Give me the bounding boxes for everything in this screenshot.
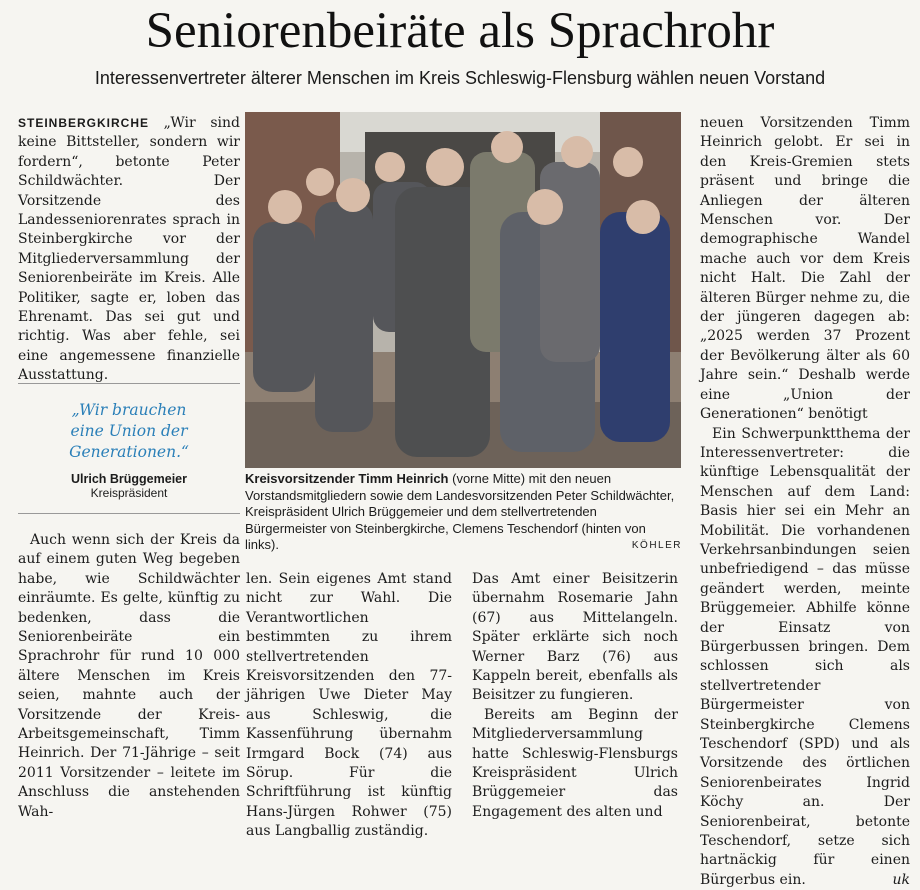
paragraph: Bereits am Beginn der Mitgliederversammlung hatte Schleswig-Flensburgs Kreispräsident Ulrich Brüggemeier das Engagement des alten und	[472, 706, 678, 822]
subheadline: Interessenvertreter älterer Menschen im Kreis Schleswig-Flensburg wählen neuen Vorstand	[0, 66, 920, 90]
paragraph-text: Ein Schwerpunktthema der Interessenvertreter: die künftige Lebensqualität der Menschen auf dem Land: Basis hier sei ein Mehr an Mobilität. Die vorhandenen Verkehrsanbindungen seien unbefriedigend – das müsse geändert werden, meinte Brüggemeier. Abhilfe könne der Einsatz von Bürgerbussen bringen. Dem schlossen sich als stellvertretender Bürgermeister von Steinbergkirche Clemens Teschendorf (SPD) und als Vorsitzende des örtlichen Seniorenbeirates Ingrid Köchy an. Der Seniorenbeirat, betonte Teschendorf, setze sich hartnäckig für einen Bürgerbus ein.	[700, 426, 910, 888]
lead-paragraph: „Wir sind keine Bittsteller, sondern wir fordern“, betonte Peter Schildwächter. Der Vorsitzende des Landesseniorenrates sprach in Steinbergkirche vor der Mitgliederversammlung der Seniorenbeiräte im Kreis. Alle Politiker, sagte er, loben das Ehrenamt. Das sei gut und richtig. Was aber fehle, sei eine angemessene finanzielle Ausstattung.	[18, 115, 240, 383]
author-initials: uk	[881, 871, 911, 890]
caption-lead: Kreisvorsitzender Timm Heinrich	[245, 471, 449, 486]
paragraph: len. Sein eigenes Amt stand nicht zur Wahl. Die Verantwortlichen bestimmten zu ihrem stellvertretenden Kreisvorsitzenden den 77-jährigen Uwe Dieter May aus Schleswig, die Kassenführung übernahm Irmgard Bock (74) aus Sörup. Für die Schriftführung ist künftig Hans-Jürgen Rohwer (75) aus Langballig zuständig.	[246, 570, 452, 842]
headline: Seniorenbeiräte als Sprachrohr	[0, 2, 920, 60]
paragraph: neuen Vorsitzenden Timm Heinrich gelobt. Er sei in den Kreis-Gremien stets präsent und bringe die Anliegen der älteren Menschen vor. Der demographische Wandel mache auch vor dem Kreis nicht Halt. Die Zahl der älteren Bürger nehme zu, die der jüngeren dagegen ab: „2025 werden 37 Prozent der Bevölkerung älter als 60 Jahre sein.“ Deshalb werde eine „Union der Generationen“ benötigt	[700, 114, 910, 425]
column-2	[246, 570, 452, 842]
caption-text: (vorne Mitte) mit den neuen Vorstandsmitgliedern sowie dem Landesvorsitzenden Peter Schildwächter, Kreispräsident Ulrich Brüggemeier und dem stellvertretenden Bürgermeister von Steinbergkirche, Clemens Teschendorf (hinten von links).	[245, 471, 674, 552]
group-photo-image	[245, 112, 681, 468]
column-1-body	[18, 531, 240, 822]
column-1-lead	[18, 114, 240, 386]
pull-quote	[18, 400, 240, 500]
paragraph	[700, 425, 910, 890]
column-3	[472, 570, 678, 822]
group-photo	[245, 112, 681, 468]
photo-caption	[245, 471, 681, 554]
paragraph: Das Amt einer Beisitzerin übernahm Rosemarie Jahn (67) aus Mittelangeln. Später erklärte sich noch Werner Barz (76) aus Kappeln bereit, ebenfalls als Beisitzer zu fungieren.	[472, 570, 678, 706]
column-4	[700, 114, 910, 890]
divider	[18, 513, 240, 514]
pull-quote-text: „Wir brauchen eine Union der Generationen.“	[18, 400, 240, 463]
dateline: STEINBERGKIRCHE	[18, 116, 149, 130]
pull-quote-name: Ulrich Brüggemeier	[18, 472, 240, 486]
photo-credit: KÖHLER	[630, 540, 682, 551]
pull-quote-role: Kreispräsident	[18, 486, 240, 500]
paragraph: Auch wenn sich der Kreis da auf einem guten Weg begeben habe, wie Schildwächter einräumte. Es gelte, künftig zu bedenken, dass die Seniorenbeiräte ein Sprachrohr für rund 10 000 ältere Menschen im Kreis seien, mahnte auch der Vorsitzende der Kreis-Arbeitsgemeinschaft, Timm Heinrich. Der 71-Jährige – seit 2011 Vorsitzender – leitete im Anschluss die anstehenden Wah-	[18, 531, 240, 822]
divider	[18, 383, 240, 384]
